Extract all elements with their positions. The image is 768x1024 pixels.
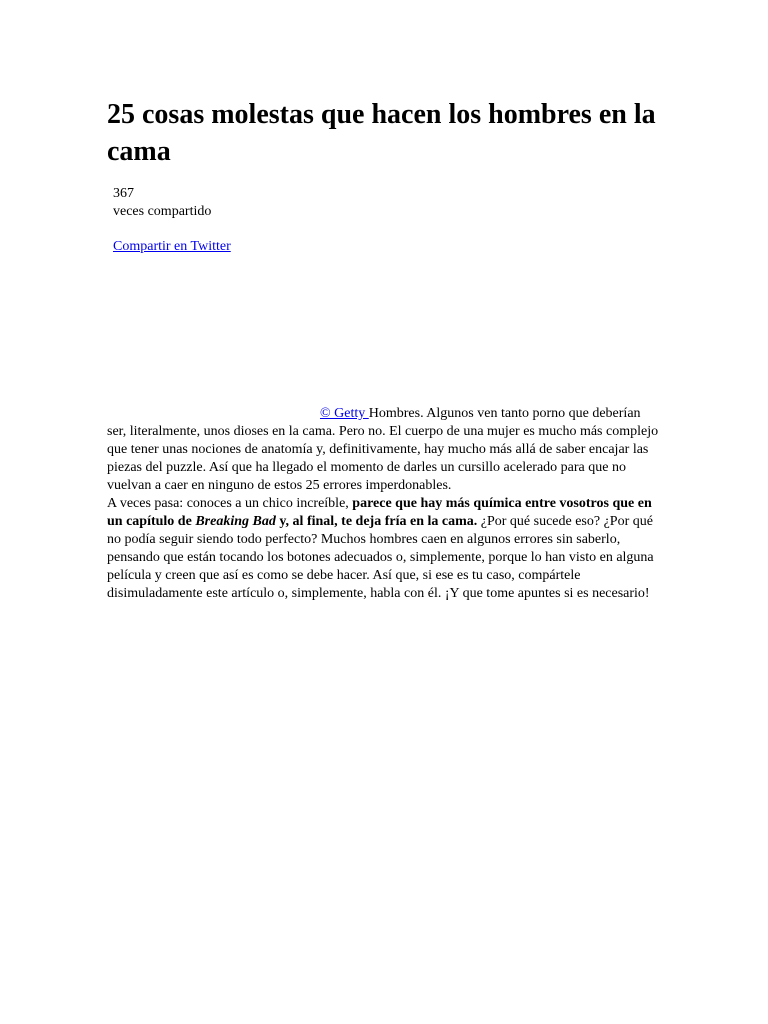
article-paragraph-1 [107,405,661,495]
article-paragraph-2 [107,495,661,603]
paragraph-2-bold-1: parece que hay más química entre vosotros que en un capítulo de [107,496,652,529]
paragraph-2-intro: A veces pasa: conoces a un chico increíble, [107,496,353,511]
paragraph-2-rest: ¿Por qué sucede eso? ¿Por qué no podía seguir siendo todo perfecto? Muchos hombres caen en algunos errores sin saberlo, pensando que están tocando los botones adecuados o, simplemente, porque lo han visto en alguna película y creen que así es como se debe hacer. Así que, si ese es tu caso, compártele disimuladamente este artículo o, simplemente, habla con él. ¡Y que tome apuntes si es necesario! [107,514,654,601]
share-twitter-link[interactable]: Compartir en Twitter [113,239,231,254]
share-count-label: veces compartido [113,204,212,219]
image-credit-link[interactable]: © Getty [320,406,369,421]
paragraph-1-text: Hombres. Algunos ven tanto porno que deberían ser, literalmente, unos dioses en la cama. Pero no. El cuerpo de una mujer es mucho más complejo que tener unas nociones de anatomía y, definitivamente, hay mucho más allá de saber encajar las piezas del puzzle. Así que ha llegado el momento de darles un cursillo acelerado para que no vuelvan a caer en ninguno de estos 25 errores imperdonables. [107,406,659,493]
share-count: 367 [113,186,134,201]
paragraph-2-bold-2: y, al final, te deja fría en la cama. [275,514,478,529]
paragraph-2-show-title: Breaking Bad [195,514,276,529]
article-title: 25 cosas molestas que hacen los hombres en la cama [107,99,656,167]
share-counter [113,185,211,221]
article-body [107,405,661,603]
